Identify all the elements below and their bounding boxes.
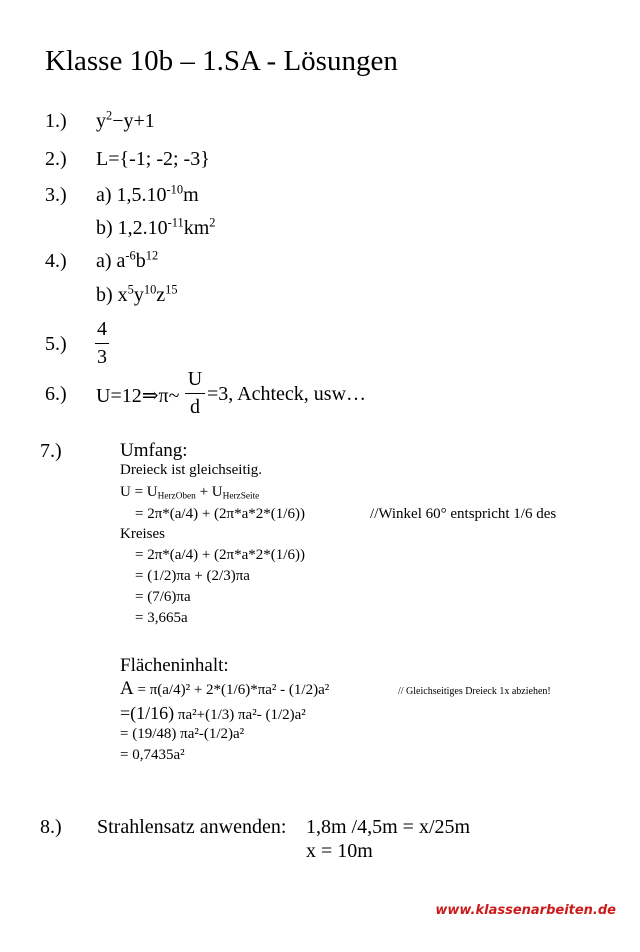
page-title: Klasse 10b – 1.SA - Lösungen [45,45,398,77]
q8-equation: 1,8m /4,5m = x/25m [306,816,471,838]
q5-denominator: 3 [97,346,107,368]
q8-result: x = 10m [306,840,373,862]
q7-flaeche-heading: Flächeninhalt: [120,655,229,676]
q7-line: = 2π*(a/4) + (2π*a*2*(1/6)) [135,547,305,563]
watermark-link[interactable]: www.klassenarbeiten.de [435,903,616,918]
q7-comment: //Winkel 60° entspricht 1/6 des [370,506,557,522]
q3-number: 3.) [45,184,67,206]
q3-answer-a: a) $1,5.10^{-10}m$ [96,182,199,206]
q4-answer-a: a) $a^{-6}b^{12}$ [96,248,159,272]
q6-lhs: U=12⇒π~ [96,385,180,407]
q7-line: = 3,665a [135,610,188,626]
q8-number: 8.) [40,816,62,838]
q7-area-comment: // Gleichseitiges Dreieck 1x abziehen! [398,686,551,697]
q7-line: Dreieck ist gleichseitig. [120,462,263,478]
q7-umfang-heading: Umfang: [120,440,188,461]
q6-numerator: U [187,368,203,390]
q2-number: 2.) [45,148,67,170]
q6-rhs: =3, Achteck, usw… [207,383,367,405]
q6-number: 6.) [45,383,67,405]
q7-line: = (1/2)πa + (2/3)πa [135,568,250,584]
q5-number: 5.) [45,333,67,355]
q7-line: Kreises [120,526,165,542]
q5-fraction-bar [95,343,109,344]
q7-u-formula: $U = U_{HerzOben} + U_{HerzSeite}$ [120,484,260,502]
q6-fraction [185,368,205,419]
q7-area-step: =(1/16) πa²+(1/3) πa²- (1/2)a² [120,703,306,723]
q3-answer-b: b) $1,2.10^{-11}km^2$ [96,215,216,239]
q7-area-formula: A = π(a/4)² + 2*(1/6)*πa² - (1/2)a² [120,678,330,699]
q6-denominator: d [190,396,200,418]
q4-answer-b: b) $x^5y^{10}z^{15}$ [96,282,178,306]
q7-area-step: = (19/48) πa²-(1/2)a² [120,726,245,742]
q1-number: 1.) [45,110,67,132]
q7-number: 7.) [40,440,62,462]
q8-label: Strahlensatz anwenden: [97,816,287,838]
q5-numerator: 4 [97,318,107,340]
q2-answer: L={-1; -2; -3} [96,148,210,170]
q4-number: 4.) [45,250,67,272]
q7-area-result: = 0,7435a² [120,747,185,763]
q5-fraction [95,318,109,369]
q1-answer: $y^2-y+1$ [96,108,155,132]
q7-line: = (7/6)πa [135,589,191,605]
q6-fraction-bar [185,393,205,394]
q7-line: = 2π*(a/4) + (2π*a*2*(1/6)) [135,506,305,522]
